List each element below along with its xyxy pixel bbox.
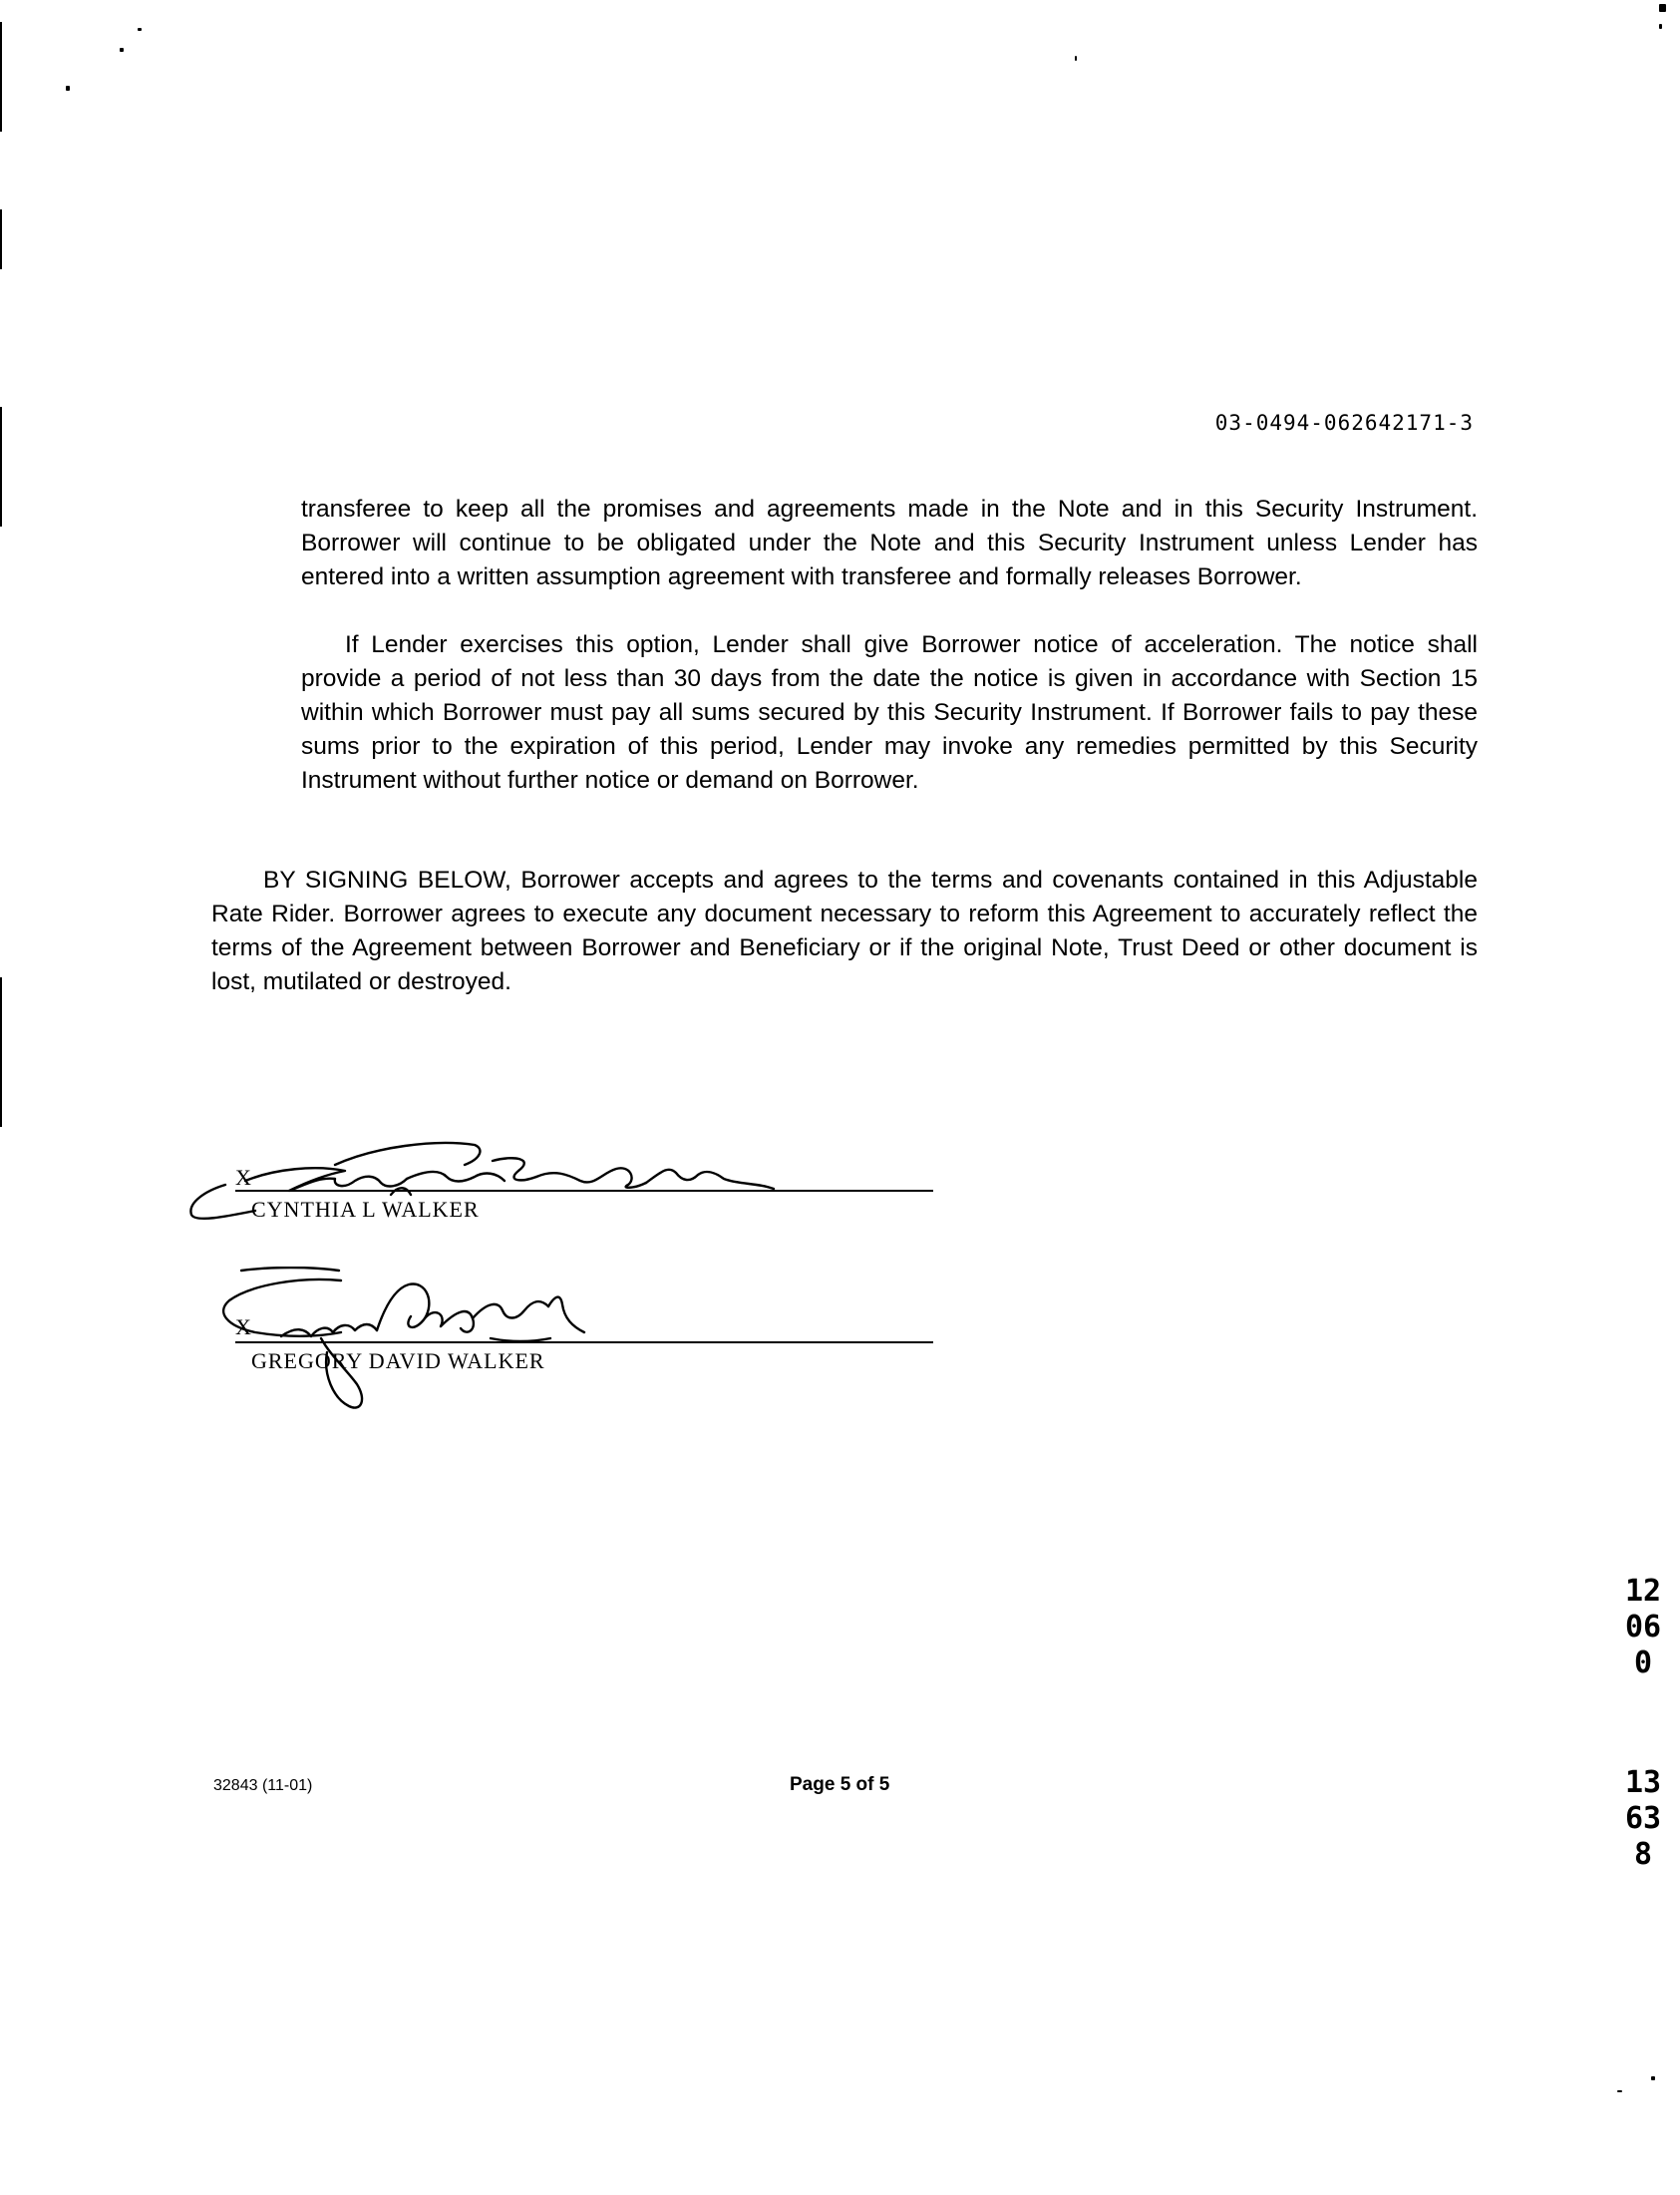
- scan-edge-mark: [0, 209, 2, 269]
- scan-edge-mark: [0, 407, 2, 527]
- signature-x-mark: X: [235, 1165, 251, 1190]
- acceleration-paragraph: If Lender exercises this option, Lender shall give Borrower notice of acceleration. The notice shall provide a period of not less than 30 days from the date the notice is given in accordance with Section 15 within which Borrower must pay all sums secured by this Security Instrument. If Borrower fails to pay these sums prior to the expiration of this period, Lender may invoke any remedies permitted by this Security Instrument without further notice or demand on Borrower.: [301, 631, 1478, 794]
- handwritten-signature: [211, 1267, 750, 1426]
- signing-statement-paragraph: BY SIGNING BELOW, Borrower accepts and agrees to the terms and covenants contained in this Adjustable Rate Rider. Borrower agrees to execute any document necessary to reform this Agreement to accurately reflect the terms of the Agreement between Borrower and Beneficiary or if the original Note, Trust Deed or other document is lost, mutilated or destroyed.: [211, 867, 1478, 995]
- scan-speck: [1659, 24, 1662, 29]
- recording-stamp-number: 13638: [1624, 1765, 1662, 1872]
- scan-speck: [1617, 2090, 1622, 2092]
- scan-speck: [1651, 2076, 1655, 2080]
- signer-name: CYNTHIA L WALKER: [251, 1197, 480, 1222]
- scan-edge-mark: [0, 22, 2, 132]
- scan-speck: [120, 48, 124, 52]
- page-number: Page 5 of 5: [790, 1774, 890, 1795]
- scan-speck: [1659, 4, 1666, 12]
- loan-number: 03-0494-062642171-3: [1214, 411, 1474, 435]
- recording-stamp-number: 12060: [1624, 1574, 1662, 1680]
- scan-speck: [66, 86, 70, 91]
- transfer-paragraph: transferee to keep all the promises and agreements made in the Note and in this Security Instrument. Borrower will continue to be obligated under the Note and this Security Instrument unless Lender has entered into a written assumption agreement with transferee and formally releases Borrower.: [301, 496, 1478, 590]
- form-code: 32843 (11-01): [213, 1777, 313, 1794]
- signer-name: GREGORY DAVID WALKER: [251, 1348, 545, 1373]
- scan-speck: [1075, 56, 1077, 61]
- signature-x-mark: X: [235, 1314, 251, 1339]
- scan-edge-mark: [0, 977, 2, 1127]
- scan-speck: [138, 28, 142, 31]
